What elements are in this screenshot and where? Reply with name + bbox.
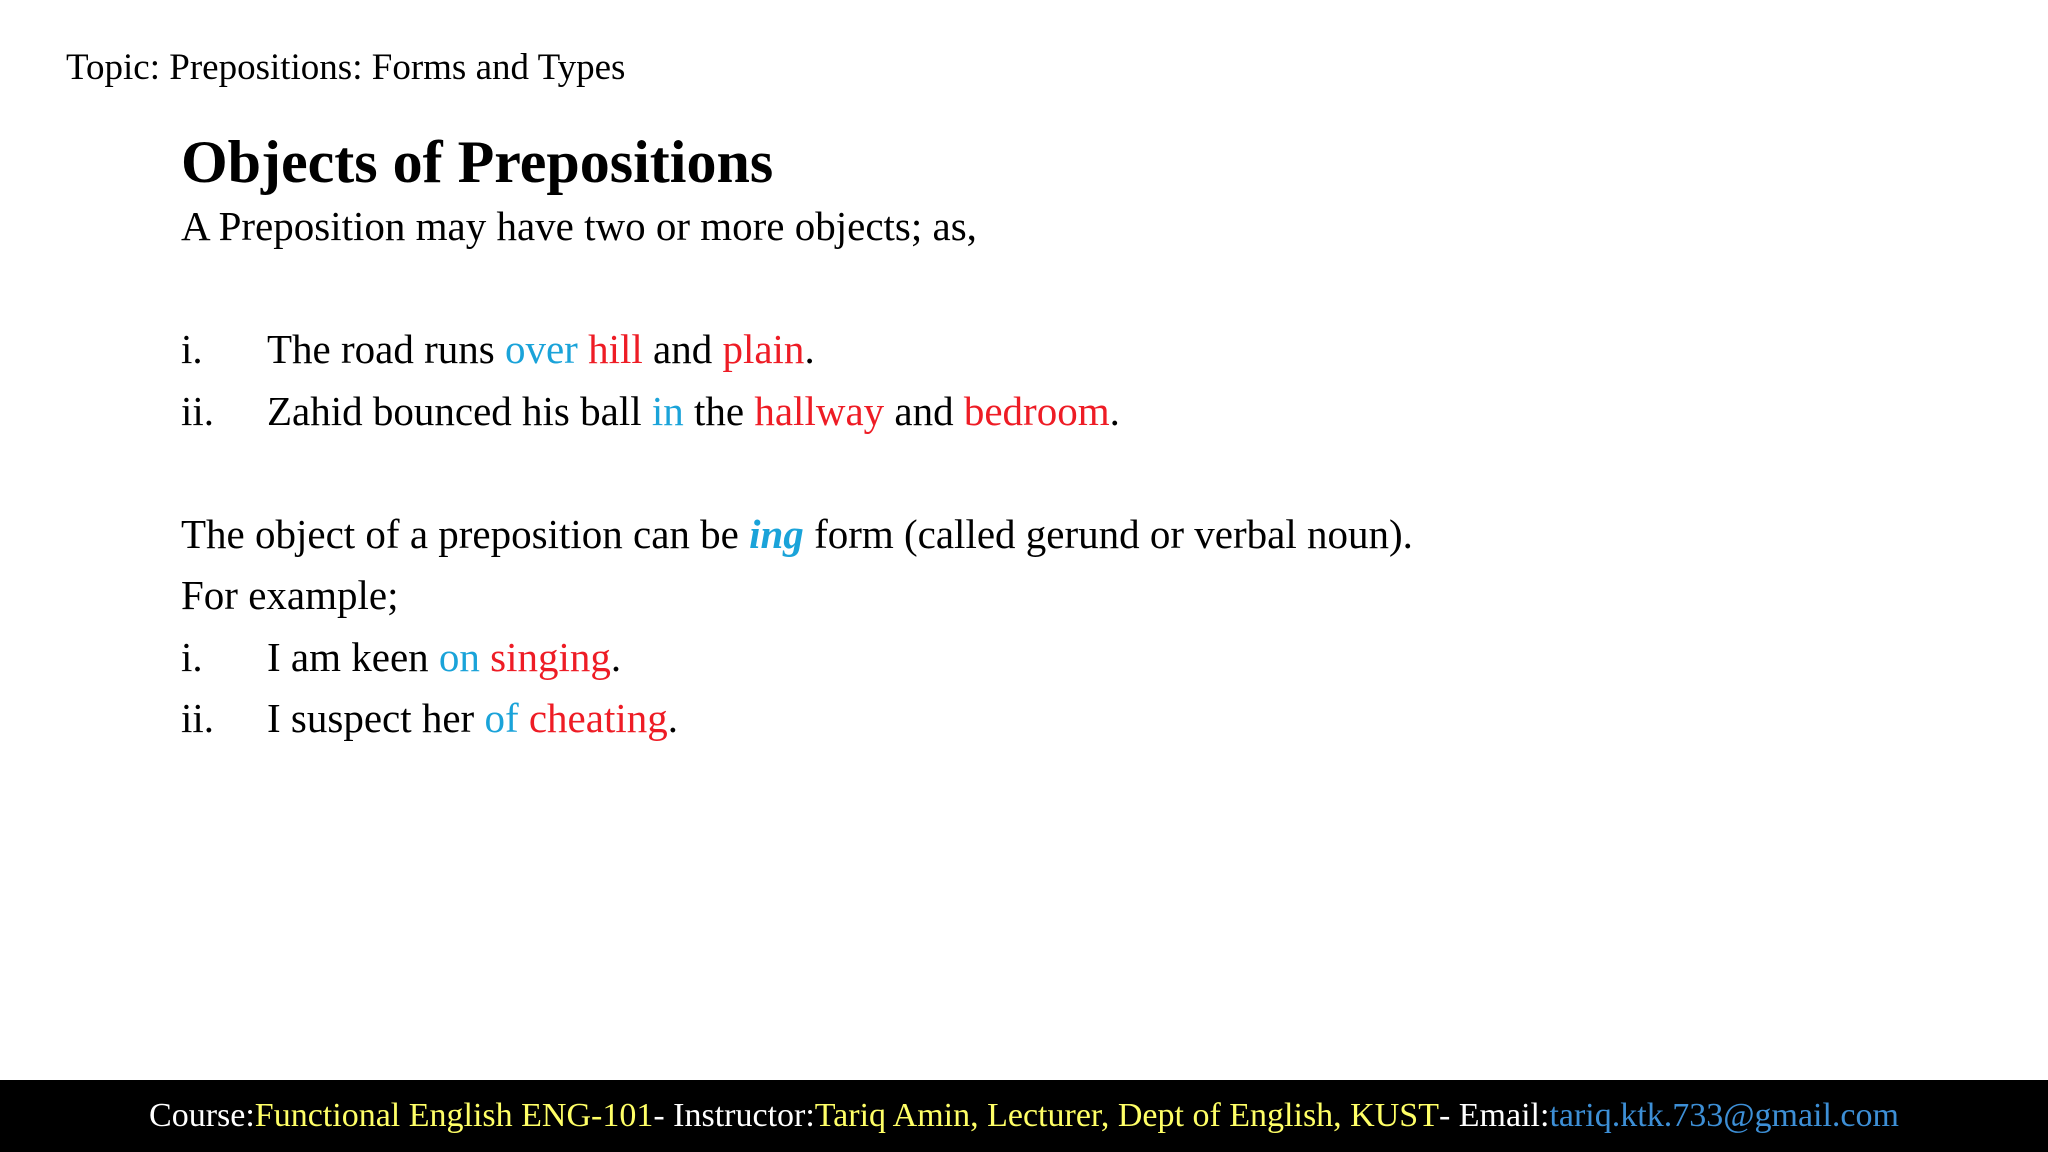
example-text: . (804, 326, 815, 372)
example-text (519, 695, 529, 741)
instructor-name: Tariq Amin, Lecturer, Dept of English, KUST (814, 1097, 1439, 1134)
course-name: Functional English ENG-101 (254, 1097, 654, 1134)
object-word: cheating (528, 695, 668, 741)
example-text: . (667, 695, 678, 741)
item-number: ii. (181, 695, 215, 741)
item-number: i. (181, 633, 203, 680)
example-item (181, 319, 1981, 381)
gerund-text: The object of a preposition can be (181, 510, 750, 557)
object-word: bedroom (963, 387, 1110, 434)
example-text: and (642, 326, 723, 372)
example-text: and (884, 387, 964, 434)
slide-content (181, 124, 1981, 750)
spacer (181, 258, 1981, 320)
object-word: hallway (754, 387, 885, 434)
example-item (181, 688, 1981, 750)
item-number: i. (181, 326, 203, 372)
preposition-word: on (438, 633, 480, 680)
preposition-word: over (504, 326, 578, 372)
example-item (181, 627, 1981, 689)
footer-bar (0, 1080, 2048, 1152)
example-text: . (610, 633, 622, 680)
object-word: singing (490, 633, 611, 680)
example-text: I suspect her (267, 695, 485, 741)
example-text: the (683, 387, 755, 434)
slide-heading: Objects of Prepositions (181, 129, 774, 195)
example-text (480, 634, 490, 680)
example-text (578, 326, 588, 372)
example-item (181, 381, 1981, 443)
intro-text: A Preposition may have two or more objects; as, (181, 203, 977, 249)
gerund-explanation (181, 504, 1981, 566)
ing-highlight: ing (749, 510, 804, 557)
preposition-word: of (484, 695, 519, 741)
object-word: plain (722, 326, 805, 372)
example-text: Zahid bounced his ball (267, 387, 652, 434)
email-address: tariq.ktk.733@gmail.com (1549, 1097, 1899, 1134)
example-text: I am keen (267, 633, 439, 680)
spacer (181, 442, 1981, 504)
topic-title: Topic: Prepositions: Forms and Types (66, 47, 626, 88)
course-label: Course: (149, 1097, 255, 1134)
example-text: The road runs (267, 326, 505, 372)
example-text: . (1109, 387, 1120, 434)
for-example-label: For example; (181, 572, 399, 618)
instructor-label: - Instructor: (653, 1097, 815, 1134)
gerund-text: form (called gerund or verbal noun). (803, 510, 1413, 557)
email-label: - Email: (1438, 1097, 1550, 1134)
preposition-word: in (651, 387, 684, 434)
item-number: ii. (181, 387, 215, 434)
object-word: hill (588, 326, 643, 372)
